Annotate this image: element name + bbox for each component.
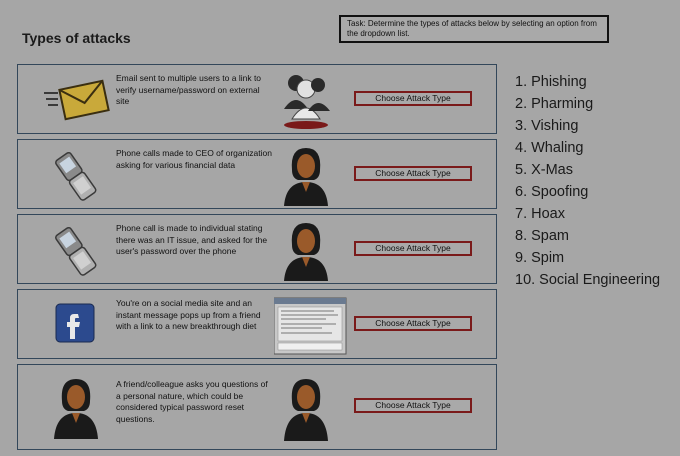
list-item: 2. Pharming [515,96,594,112]
facebook-logo-icon [42,298,110,352]
attack-description-5: A friend/colleague asks you questions of a personal nature, which could be considered typical password reset questions. [116,379,268,424]
choose-attack-type-dropdown-5[interactable]: Choose Attack Type [354,398,472,413]
woman-silhouette-icon [274,219,338,281]
attack-row-1 [17,64,497,134]
attack-row-4 [17,289,497,359]
attack-description-4: You're on a social media site and an instant message pops up from a friend with a link to a new breakthrough diet [116,298,261,331]
attack-description-2: Phone calls made to CEO of organization asking for various financial data [116,148,272,170]
page-title: Types of attacks [22,30,131,46]
attack-description-1: Email sent to multiple users to a link to verify username/password on external site [116,73,262,106]
list-item: 1. Phishing [515,74,587,90]
group-people-icon [274,69,338,131]
woman-silhouette-icon [42,375,110,439]
list-item: 8. Spam [515,228,569,244]
list-item: 9. Spim [515,250,565,266]
envelope-icon [42,73,110,127]
list-item: 4. Whaling [515,140,584,156]
flip-phone-icon [42,223,110,277]
choose-attack-type-dropdown-2[interactable]: Choose Attack Type [354,166,472,181]
attack-row-3 [17,214,497,284]
choose-attack-type-dropdown-1[interactable]: Choose Attack Type [354,91,472,106]
list-item: 10. Social Engineering [515,272,661,288]
list-item: 6. Spoofing [515,184,589,200]
list-item: 7. Hoax [515,206,565,222]
attack-description-3: Phone call is made to individual stating there was an IT issue, and asked for the user's password over the phone [116,223,268,256]
list-item: 3. Vishing [515,118,579,134]
attack-row-5 [17,364,497,450]
woman-silhouette-icon [274,375,338,441]
woman-silhouette-icon [274,144,338,206]
choose-attack-type-dropdown-3[interactable]: Choose Attack Type [354,241,472,256]
chat-window-icon [274,294,338,356]
list-item: 5. X-Mas [515,162,573,178]
flip-phone-icon [42,148,110,202]
choose-attack-type-dropdown-4[interactable]: Choose Attack Type [354,316,472,331]
attack-types-list [515,72,680,292]
task-instructions: Task: Determine the types of attacks below by selecting an option from the dropdown list. [339,15,609,43]
attack-row-2 [17,139,497,209]
